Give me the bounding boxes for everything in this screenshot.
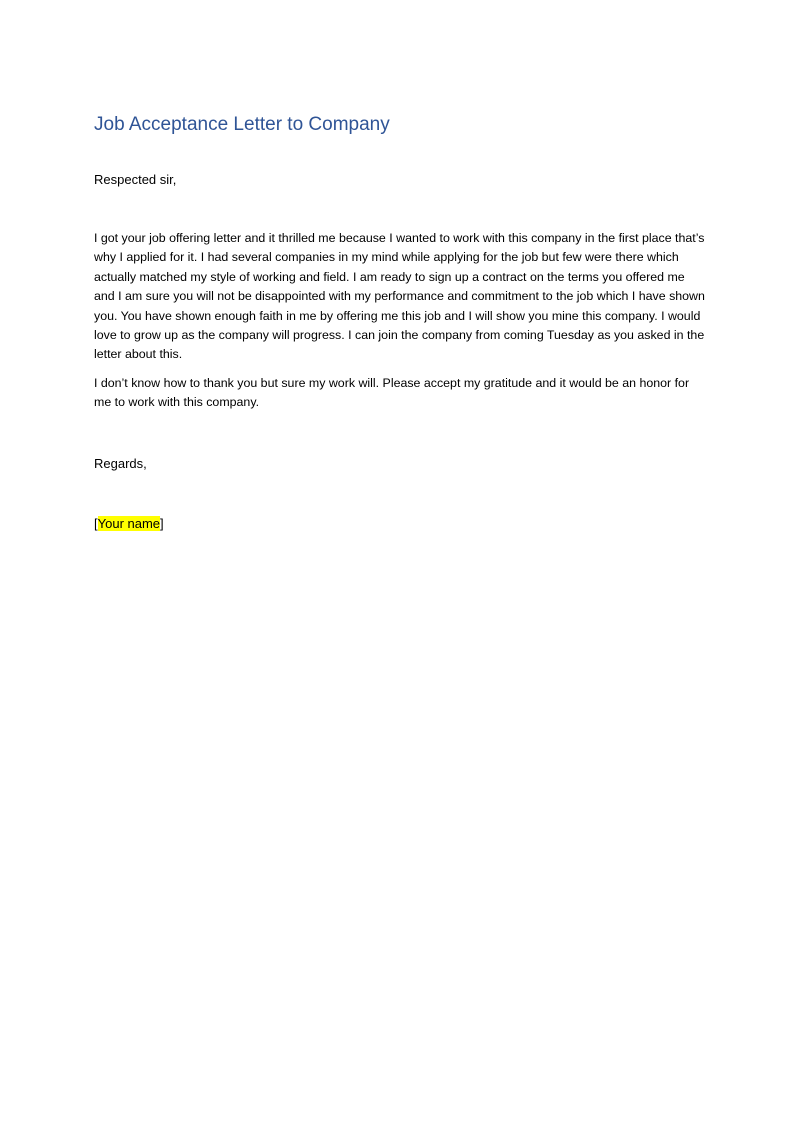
signature-open-bracket: [ — [94, 516, 98, 531]
body-paragraph-2: I don’t know how to thank you but sure my work will. Please accept my gratitude and it would be an honor for me to work with this company. — [94, 376, 690, 410]
salutation: Respected sir, — [94, 172, 177, 187]
signature-close-bracket: ] — [160, 516, 164, 531]
signature-placeholder: Your name — [97, 516, 161, 531]
body-paragraph-1: I got your job offering letter and it thrilled me because I wanted to work with this company in the first place that’s why I applied for it. I had several companies in my mind while applying for the job but few were there which actually matched my style of working and field. I am ready to sign up a contract on the terms you offered me and I am sure you will not be disappointed with my performance and commitment to the job which I have shown you. You have shown enough faith in me by offering me this job and I will show you mine this company. I would love to grow up as the company will progress. I can join the company from coming Tuesday as you asked in the letter about this. — [94, 231, 705, 362]
closing: Regards, — [94, 456, 147, 471]
signature-line — [94, 514, 164, 533]
document-title: Job Acceptance Letter to Company — [94, 114, 390, 135]
